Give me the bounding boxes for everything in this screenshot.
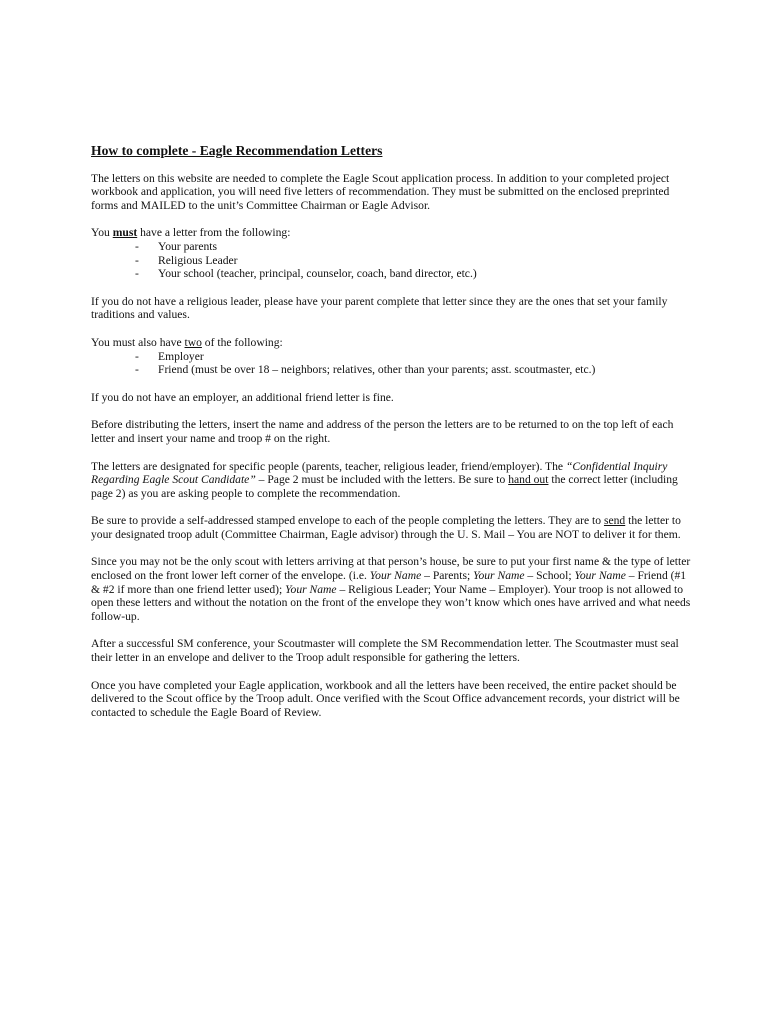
list-item: - Employer: [135, 349, 204, 363]
document-body: [91, 144, 695, 733]
optional-letters-list: [91, 350, 695, 377]
required-letters-list: [91, 240, 695, 281]
paragraph-designated: The letters are designated for specific people (parents, teacher, religious leader, friend/employer). The “Confidential Inquiry Regarding Eagle Scout Candidate” – Page 2 must be included with the letters. Be sure to hand out the correct letter (including page 2) as you are asking people to complete the recommendation.: [91, 459, 678, 500]
document-title: How to complete - Eagle Recommendation Letters: [91, 143, 383, 158]
form-title: “Confidential Inquiry Regarding Eagle Scout Candidate”: [91, 459, 668, 487]
emphasis-two: two: [184, 335, 202, 349]
list-item: - Your school (teacher, principal, counselor, coach, band director, etc.): [135, 267, 477, 281]
list-item: - Friend (must be over 18 – neighbors; relatives, other than your parents; asst. scoutmaster, etc.): [135, 363, 596, 377]
paragraph-two-of-following: You must also have two of the following:: [91, 335, 283, 349]
paragraph-final: Once you have completed your Eagle application, workbook and all the letters have been received, the entire packet should be delivered to the Scout office by the Troop adult. Once verified with the Scout Office advancement records, your district will be contacted to schedule the Eagle Board of Review.: [91, 678, 680, 719]
paragraph-before-distributing: Before distributing the letters, insert the name and address of the person the letters are to be returned to on the top left of each letter and insert your name and troop # on the right.: [91, 418, 674, 445]
emphasis-send: send: [603, 514, 626, 528]
emphasis-must: must: [112, 226, 138, 240]
emphasis-hand-out: hand out: [508, 473, 549, 487]
paragraph-required-letters: You must have a letter from the following:: [91, 226, 291, 240]
paragraph-sm-conference: After a successful SM conference, your Scoutmaster will complete the SM Recommendation letter. The Scoutmaster must seal their letter in an envelope and deliver to the Troop adult responsible for gathering the letters.: [91, 637, 679, 665]
list-item: - Your parents: [135, 239, 218, 253]
list-item: - Religious Leader: [135, 253, 238, 267]
paragraph-employer: If you do not have an employer, an additional friend letter is fine.: [91, 390, 394, 404]
paragraph-labeling: Since you may not be the only scout with letters arriving at that person’s house, be sure to put your first name & the type of letter enclosed on the front lower left corner of the envelope. (i.e. Your Name – Parents; Your Name – School; Your Name – Friend (#1 & #2 if more than one friend letter used); Your Name – Religious Leader; Your Name – Employer). Your troop is not allowed to open these letters and without the notation on the front of the envelope they won’t know which ones have arrived and what needs follow-up.: [91, 555, 691, 623]
paragraph-religious-leader: If you do not have a religious leader, please have your parent complete that letter since they are the ones that set your family traditions and values.: [91, 294, 668, 322]
paragraph-envelope: Be sure to provide a self-addressed stamped envelope to each of the people completing the letters. They are to send the letter to your designated troop adult (Committee Chairman, Eagle advisor) through the U. S. Mail – You are NOT to deliver it for them.: [91, 514, 681, 541]
paragraph-intro: The letters on this website are needed to complete the Eagle Scout application process. In addition to your completed project workbook and application, you will need five letters of recommendation. They must be submitted on the enclosed preprinted forms and MAILED to the unit’s Committee Chairman or Eagle Advisor.: [91, 171, 670, 212]
